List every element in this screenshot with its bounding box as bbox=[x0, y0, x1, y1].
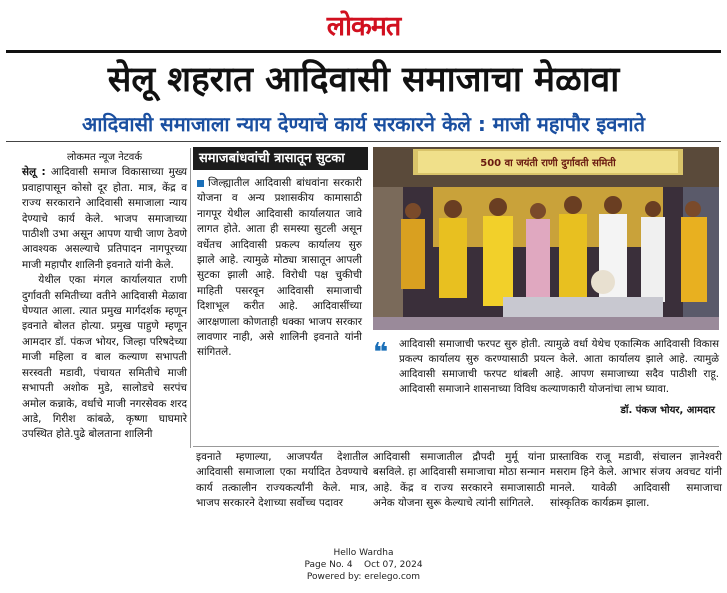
bottom-column-2: आदिवासी समाजातील द्रौपदी मुर्मू यांना बसविले. हा आदिवासी समाजाचा मोठा सन्मान आहे. केंद्र व राज्य सरकारने समाजासाठी अनेक योजना सुरू केल्याचे त्यांनी सांगितले. bbox=[373, 451, 545, 510]
photo-banner-text: 500 वा जयंती राणी दुर्गावती समिती bbox=[480, 158, 616, 169]
article-column-1 bbox=[22, 150, 187, 443]
footer-edition: Hello Wardha bbox=[333, 548, 394, 558]
paragraph-1-text: आदिवासी समाज विकासाच्या मुख्य प्रवाहापासून कोसो दूर होता. मात्र, केंद्र व राज्य सरकाराने आदिवासी समाजाला न्याय देण्याचे कार्य केले. भाजप समाजाच्या पाठीशी उभा असून आपण याची जाण ठेवणे आवश्यक असल्याचे प्रतिपादन नागपूरच्या माजी महापौर शालिनी इवनाते यांनी केले. bbox=[22, 166, 187, 271]
headline: सेलू शहरात आदिवासी समाजाचा मेळावा bbox=[107, 60, 620, 100]
sidebar-heading: समाजबांधवांची त्रासातून सुटका bbox=[193, 147, 368, 170]
event-photo-illustration bbox=[373, 147, 719, 330]
sidebar-text: जिल्ह्यातील आदिवासी बांधवांना सरकारी योजना व अन्य प्रशासकीय कामासाठी नागपूर येथील आदिवासी कार्यालयात जावे लागत होते. आता ही समस्या सुटली असून वर्धेतच आदिवासी प्रकल्प कार्यालय सुरु झाले आहे. त्यामुळे मोठ्या त्रासातून आपली सुटका झाली आहे. विरोधी पक्ष चुकीची माहिती पसरवून आदिवासी समाजाची दिशाभूल करीत आहे. आदिवासींच्या आरक्षणाला कोणताही धक्का भाजप सरकार लावणार नाही, असे शालिनी इवनाते यांनी सांगितले. bbox=[197, 177, 362, 359]
quote-icon: ❝ bbox=[373, 338, 389, 368]
paragraph-2-text: येथील एका मंगल कार्यालयात राणी दुर्गावती समितीच्या वतीने आदिवासी मेळावा घेण्यात आला. त्यात प्रमुख मार्गदर्शक म्हणून इवनाते बोलत होत्या. प्रमुख पाहुणे म्हणून आमदार डॉ. पंकज भोयर, जिल्हा परिषदेच्या माजी महिला व बाल कल्याण सभापती सरस्वती मडावी, पंचायत समितीचे माजी सभापती अशोक मुडे, सालोडचे सरपंच अमोल कन्नाके, वर्धाचे माजी नगरसेवक शरद आडे, गिरीश कांबळे, कृष्णा घाघमारे उपस्थित होते.पुढे बोलताना शालिनी bbox=[22, 274, 188, 441]
bottom-column-3: प्रास्ताविक राजू मडावी, संचालन ज्ञानेश्वरी मसराम हिने केले. आभार संजय अवचट यांनी मानले. यावेळी आदिवासी समाजाचा सांस्कृतिक कार्यक्रम झाला. bbox=[550, 451, 722, 510]
sidebar-box bbox=[193, 147, 368, 443]
header-divider bbox=[6, 141, 721, 142]
sidebar-body bbox=[193, 170, 368, 361]
quote-box bbox=[373, 337, 719, 418]
event-photo bbox=[373, 147, 719, 330]
footer-powered-by: Powered by: erelego.com bbox=[306, 572, 421, 582]
quote-text: आदिवासी समाजाची फरपट सुरु होती. त्यामुळे वर्धा येथेच एकात्मिक आदिवासी विकास प्रकल्प कार्यालय सुरु करण्यासाठी प्रयत्न केले. आता कार्यालय झाले आहे. त्यामुळे आदिवासी समाजाची फरपट थांबली आहे. आपण समाजाच्या सदैव पाठीशी राहू. आदिवासी समाजाने शासनाच्या विविध कल्याणकारी योजनांचा लाभ घ्यावा. bbox=[399, 339, 719, 395]
bottom-column-1: इवनाते म्हणाल्या, आजपर्यंत देशातील आदिवासी समाजाला एका मर्यादित ठेवण्याचे कार्य तत्कालीन राज्यकर्त्यांनी केले. मात्र, भाजप सरकारने देशाच्या सर्वोच्च पदावर bbox=[196, 451, 368, 510]
article-paragraph-1 bbox=[22, 165, 187, 273]
column-divider bbox=[190, 148, 191, 448]
quote-author: डॉ. पंकज भोयर, आमदार bbox=[620, 405, 715, 416]
newspaper-logo: लोकमत bbox=[326, 10, 401, 42]
footer-page-date: Page No. 4 Oct 07, 2024 bbox=[304, 560, 423, 570]
masthead-rule bbox=[6, 50, 721, 53]
bottom-divider bbox=[193, 446, 719, 447]
masthead bbox=[0, 0, 727, 48]
article-paragraph-2 bbox=[22, 273, 187, 442]
page-footer bbox=[0, 547, 727, 583]
subheadline: आदिवासी समाजाला न्याय देण्याचे कार्य सरकारने केले : माजी महापौर इवनाते bbox=[81, 112, 645, 136]
byline: लोकमत न्यूज नेटवर्क bbox=[66, 152, 143, 163]
dateline: सेलू : bbox=[22, 166, 46, 179]
bullet-square-icon bbox=[197, 180, 204, 187]
